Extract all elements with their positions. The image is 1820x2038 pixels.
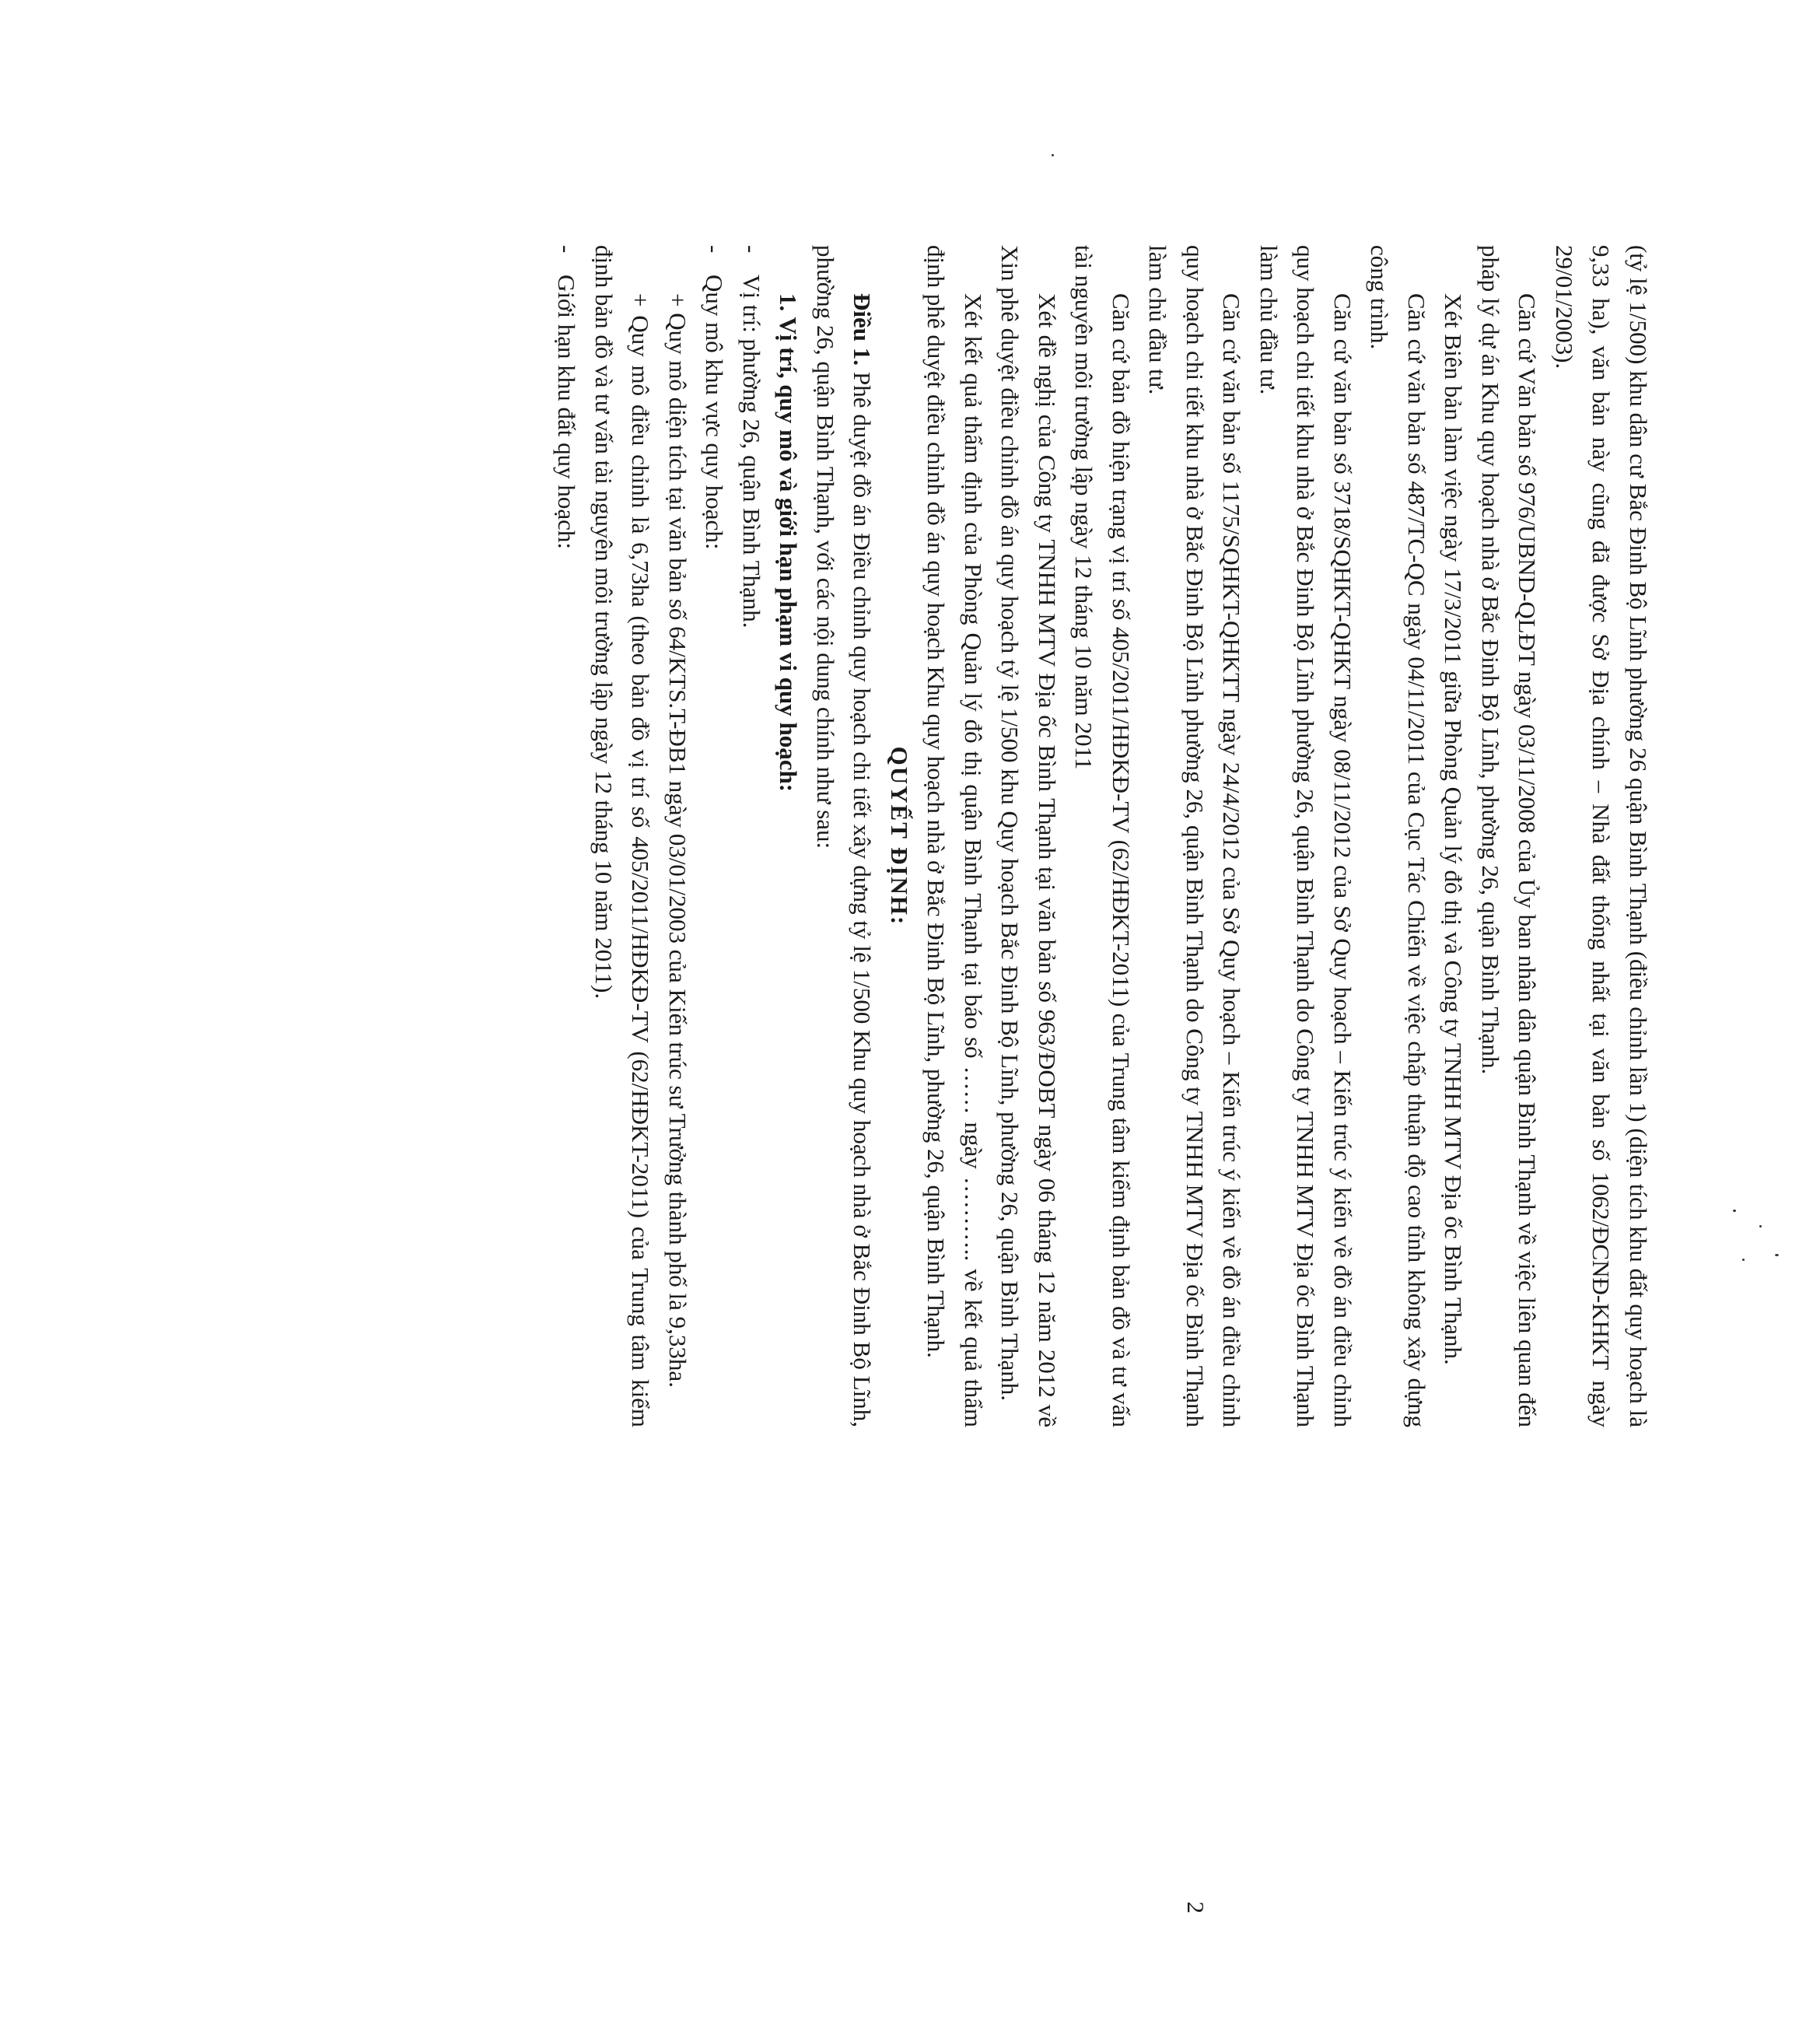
paragraph-can-cu-487: Căn cứ văn bản số 487/TC-QC ngày 04/11/2011 của Cục Tác Chiến về việc chấp thuận độ cao tĩnh không xây dựng công trình.: [1366, 245, 1430, 1427]
paragraph-continuation: (tỷ lệ 1/500) khu dân cư Bắc Đinh Bộ Lĩnh phường 26 quận Bình Thạnh (điều chỉnh lần 1) (diện tích khu đất quy hoạch là 9,33 ha), văn bản này cũng đã được Sở Địa chính – Nhà đất thống nhất tại văn bản số 1062/ĐCNĐ-KHKT ngày 29/01/2003).: [1551, 245, 1652, 1427]
decision-title: QUYẾT ĐỊNH:: [886, 746, 913, 926]
dash-marker: -: [553, 245, 581, 254]
paragraph-xet-de-nghi: Xét đề nghị của Công ty TNHH MTV Địa ốc Bình Thạnh tại văn bản số 963/ĐOBT ngày 06 tháng 12 năm 2012 về Xin phê duyệt điều chỉnh đồ án quy hoạch tỷ lệ 1/500 khu Quy hoạch Bắc Đinh Bộ Lĩnh, phường 26, quận Bình Thạnh.: [996, 245, 1061, 1427]
scan-speck: [1775, 1254, 1779, 1256]
article-1-label: Điều 1.: [849, 293, 877, 366]
paragraph-xet-ket-qua: Xét kết quả thẩm định của Phòng Quản lý đô thị quận Bình Thạnh tại báo số …… ngày ……….. về kết quả thẩm định phê duyệt điều chỉnh đồ án quy hoạch Khu quy hoạch nhà ở Bắc Đinh Bộ Lĩnh, phường 26, quận Bình Thạnh.: [922, 245, 987, 1427]
page-number: [1181, 856, 1209, 2038]
document-body: [548, 245, 1657, 1427]
scan-speck: [1733, 1210, 1736, 1212]
paragraph-can-cu-1175: Căn cứ văn bản số 1175/SQHKT-QHKTT ngày 24/4/2012 của Sở Quy hoạch – Kiến trúc ý kiến về đồ án điều chỉnh quy hoạch chi tiết khu nhà ở Bắc Đinh Bộ Lĩnh phường 26, quận Bình Thạnh do Công ty TNHH MTV Địa ốc Bình Thạnh làm chủ đầu tư.: [1144, 245, 1246, 1427]
list-item: [733, 245, 771, 1427]
list-item: [696, 245, 733, 1427]
scan-speck: [1742, 1259, 1745, 1261]
paragraph-can-cu-ban-do: Căn cứ bản đồ hiện trạng vị trí số 405/2011/HĐKĐ-TV (62/HĐKT-2011) của Trung tâm kiểm định bản đồ và tư vấn tài nguyên môi trường lập ngày 12 tháng 10 năm 2011: [1070, 245, 1135, 1427]
article-1: [807, 245, 881, 1427]
section-heading: 1. Vị trí, quy mô và giới hạn phạm vi quy hoạch:: [775, 293, 803, 793]
sub-item-adjusted-area: + Quy mô điều chỉnh là 6,73ha (theo bản đồ vị trí số 405/2011/HĐKĐ-TV (62/HĐKT-2011) của Trung tâm kiểm định bản đồ và tư vấn tài nguyên môi trường lập ngày 12 tháng 10 năm 2011).: [590, 245, 655, 1427]
scan-speck: [1759, 1225, 1762, 1227]
paragraph-can-cu-3718: Căn cứ văn bản số 3718/SQHKT-QHKT ngày 08/11/2012 của Sở Quy hoạch – Kiến trúc ý kiến về đồ án điều chỉnh quy hoạch chi tiết khu nhà ở Bắc Đinh Bộ Lĩnh phường 26, quận Bình Thạnh do Công ty TNHH MTV Địa ốc Bình Thạnh làm chủ đầu tư.: [1255, 245, 1356, 1427]
list-item-text: Quy mô khu vực quy hoạch:: [701, 275, 729, 550]
list-item-text: Giới hạn khu đất quy hoạch:: [553, 275, 581, 550]
dash-marker: -: [701, 245, 729, 254]
paragraph-bien-ban: Xét Biên bản làm việc ngày 17/3/2011 giữa Phòng Quản lý đô thị và Công ty TNHH MTV Địa ốc Bình Thạnh.: [1440, 293, 1468, 1365]
dash-marker: -: [738, 245, 765, 254]
article-1-text: Phê duyệt đồ án Điều chỉnh quy hoạch chi tiết xây dựng tỷ lệ 1/500 Khu quy hoạch nhà ở Bắc Đinh Bộ Lĩnh, phường 26, quận Bình Thạnh, với các nội dung chính như sau:: [812, 245, 877, 1428]
page-number-text: 2: [1182, 1901, 1209, 1914]
sub-item-area: + Quy mô diện tích tại văn bản số 64/KTS.T-ĐB1 ngày 03/01/2003 của Kiến trúc sư Trưởng thành phố là 9,33ha.: [664, 293, 691, 1388]
list-item: [548, 245, 586, 1427]
paragraph-can-cu-976: Căn cứ Văn bản số 976/UBND-QLĐT ngày 03/11/2008 của Ủy ban nhân dân quận Bình Thạnh về việc liên quan đến pháp lý dự án Khu quy hoạch nhà ở Bắc Đinh Bộ Lĩnh, phường 26, quận Bình Thạnh.: [1477, 245, 1542, 1427]
scan-speck: [1052, 154, 1054, 156]
list-item-text: Vị trí: phường 26, quận Bình Thạnh.: [738, 275, 765, 629]
